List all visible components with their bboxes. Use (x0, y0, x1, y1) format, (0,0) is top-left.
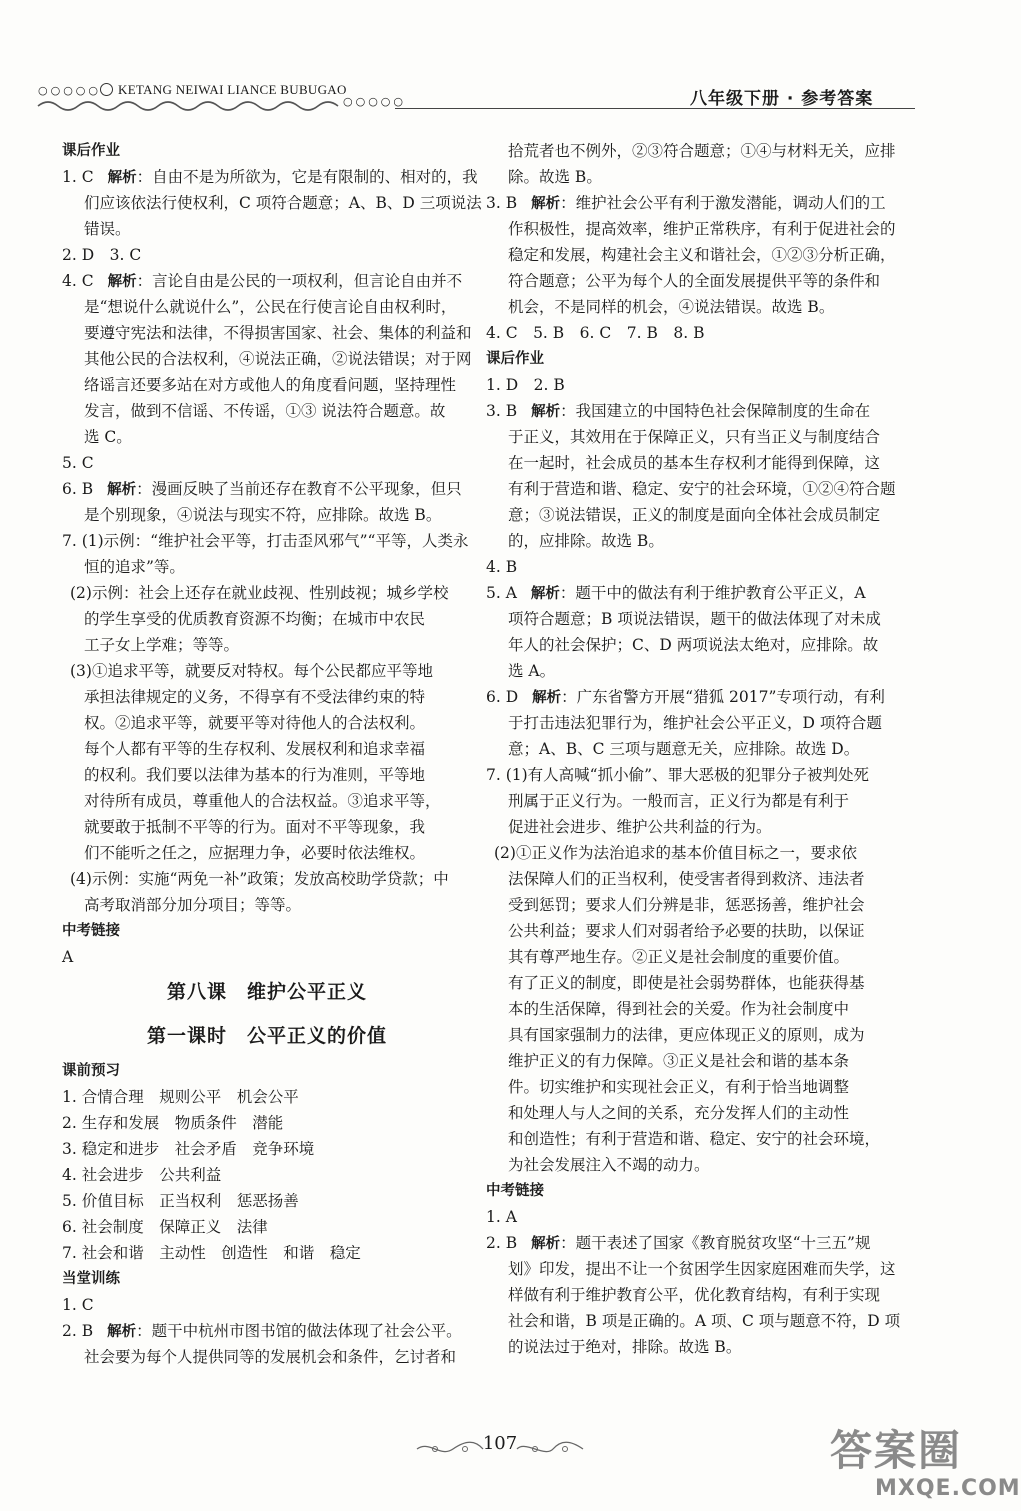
header-dots-left: ○○○○○ (38, 84, 101, 97)
answer-continuation: 除。故选 B。 (508, 168, 602, 186)
answer-continuation: 的，应排除。故选 B。 (508, 532, 664, 550)
answer-continuation: 要遵守宪法和法律，不得损害国家、社会、集体的利益和 (84, 324, 472, 342)
page-number: 107 (482, 1433, 518, 1454)
answer-continuation: 和处理人与人之间的关系，充分发挥人们的主动性 (508, 1104, 850, 1122)
answer-text: ：言论自由是公民的一项权利，但言论自由并不 (136, 272, 463, 290)
answer-continuation: 机会，不是同样的机会，④说法错误。故选 B。 (508, 298, 835, 316)
answer-continuation: 恒的追求”等。 (84, 558, 185, 576)
answer-number: 3. B (486, 402, 518, 420)
answer-number: 6. D (486, 688, 519, 706)
answer-line: 6. 社会制度 保障正义 法律 (62, 1218, 268, 1236)
analysis-label: 解析 (107, 170, 137, 186)
answer-text: ：题干表述了国家《教育脱贫攻坚“十三五”规 (560, 1234, 871, 1252)
answer-continuation: 拾荒者也不例外，②③符合题意；①④与材料无关，应排 (508, 142, 896, 160)
series-title: KETANG NEIWAI LIANCE BUBUGAO (118, 82, 347, 97)
answer-line: 3. 稳定和进步 社会矛盾 竞争环境 (62, 1140, 315, 1158)
answer-continuation: 选 A。 (508, 662, 556, 680)
answer-text: ：自由不是为所欲为，它是有限制的、相对的，我 (136, 168, 478, 186)
answer-continuation: 们应该依法行使权利，C 项符合题意；A、B、D 三项说法 (84, 194, 482, 212)
analysis-label: 解析 (530, 586, 560, 602)
answer-text: ：题干中的做法有利于维护教育公平正义，A (559, 584, 866, 602)
answer-continuation: 于打击违法犯罪行为，维护社会公平正义，D 项符合题 (508, 714, 882, 732)
answer-continuation: 稳定和发展，构建社会主义和谐社会，①②③分析正确， (508, 246, 896, 264)
answer-text: ：广东省警方开展“猎狐 2017”专项行动，有利 (561, 688, 885, 706)
answer-continuation: 有了正义的制度，即使是社会弱势群体，也能获得基 (508, 974, 865, 992)
analysis-label: 解析 (531, 1236, 561, 1252)
answer-continuation: 们不能听之任之，应据理力争，必要时依法维权。 (84, 844, 426, 862)
answer-line: 5. 价值目标 正当权利 惩恶扬善 (62, 1192, 299, 1210)
answer-continuation: 其他公民的合法权利，④说法正确，②说法错误；对于网 (84, 350, 472, 368)
header-dots-right: ○○○○○ (343, 95, 406, 108)
answer-continuation: 的学生享受的优质教育资源不均衡；在城市中农民 (84, 610, 426, 628)
answer-continuation: 有利于营造和谐、稳定、安宁的社会环境，①②④符合题 (508, 480, 896, 498)
answer-subitem: (2)示例：社会上还存在就业歧视、性别歧视；城乡学校 (70, 584, 449, 602)
section-heading: 课后作业 (486, 351, 544, 367)
answer-continuation: 符合题意；公平为每个人的全面发展提供平等的条件和 (508, 272, 881, 290)
answer-number: 2. B (486, 1234, 518, 1252)
answer-line: 1. D 2. B (486, 376, 565, 394)
answer-continuation: 权。②追求平等，就要平等对待他人的合法权利。 (84, 714, 426, 732)
answer-continuation: 样做有利于维护教育公平，优化教育结构，有利于实现 (508, 1286, 881, 1304)
answer-line: 4. B (486, 558, 518, 576)
analysis-label: 解析 (107, 482, 137, 498)
answer-continuation: 划》印发，提出不让一个贫困学生因家庭困难而失学，这 (508, 1260, 896, 1278)
answer-continuation: 件。切实维护和实现社会正义，有利于恰当地调整 (508, 1078, 850, 1096)
answer-continuation: 受到惩罚；要求人们分辨是非，惩恶扬善，维护社会 (508, 896, 865, 914)
answer-line (62, 164, 478, 190)
answer-continuation: 高考取消部分加分项目；等等。 (84, 896, 302, 914)
answer-line: 5. C (62, 454, 94, 472)
answer-continuation: 就要敢于抵制不平等的行为。面对不平等现象，我 (84, 818, 426, 836)
answer-line: 2. D 3. C (62, 246, 142, 264)
answer-continuation: 意；A、B、C 三项与题意无关，应排除。故选 D。 (508, 740, 860, 758)
answer-continuation: 和创造性；有利于营造和谐、稳定、安宁的社会环境， (508, 1130, 881, 1148)
answer-number: 3. B (486, 194, 518, 212)
answer-continuation: 工子女上学难；等等。 (84, 636, 240, 654)
analysis-label: 解析 (532, 690, 562, 706)
watermark (830, 1418, 1021, 1508)
right-column (486, 138, 906, 1360)
answer-continuation: 为社会发展注入不竭的动力。 (508, 1156, 710, 1174)
answer-number: 6. B (62, 480, 94, 498)
lesson-title: 第八课 维护公平正义 (166, 981, 367, 1003)
section-heading: 课后作业 (62, 143, 120, 159)
answer-continuation: 公共利益；要求人们对弱者给予必要的扶助，以保证 (508, 922, 865, 940)
page-header (0, 0, 1000, 140)
answer-continuation: 促进社会进步、维护公共利益的行为。 (508, 818, 772, 836)
answer-line: 7. 社会和谐 主动性 创造性 和谐 稳定 (62, 1244, 361, 1262)
answer-number: 1. C (62, 168, 94, 186)
section-heading: 中考链接 (62, 923, 120, 939)
answer-continuation: 在一起时，社会成员的基本生存权利才能得到保障，这 (508, 454, 881, 472)
analysis-label: 解析 (107, 274, 137, 290)
answer-line: 4. C 5. B 6. C 7. B 8. B (486, 324, 705, 342)
section-heading: 中考链接 (486, 1183, 544, 1199)
answer-continuation: 于正义，其效用在于保障正义，只有当正义与制度结合 (508, 428, 881, 446)
answer-text: ：我国建立的中国特色社会保障制度的生命在 (560, 402, 871, 420)
answer-continuation: 对待所有成员，尊重他人的合法权益。③追求平等， (84, 792, 441, 810)
answer-subitem: (3)①追求平等，就要反对特权。每个公民都应平等地 (70, 662, 433, 680)
analysis-label: 解析 (531, 196, 561, 212)
answer-line (486, 1230, 906, 1256)
answer-continuation: 维护正义的有力保障。③正义是社会和谐的基本条 (508, 1052, 850, 1070)
section-heading: 课前预习 (62, 1063, 120, 1079)
answer-continuation: 络谣言还要多站在对方或他人的角度看问题，坚持理性 (84, 376, 457, 394)
answer-line (62, 268, 472, 294)
watermark-logo: 答案圈 (830, 1426, 963, 1475)
answer-subitem: (4)示例：实施“两免一补”政策；发放高校助学贷款；中 (70, 870, 449, 888)
answer-continuation: 选 C。 (84, 428, 132, 446)
section-heading: 当堂训练 (62, 1271, 120, 1287)
answer-line (62, 476, 472, 502)
answer-number: 4. C (62, 272, 94, 290)
answer-line: 1. C (62, 1296, 94, 1314)
answer-line (486, 190, 906, 216)
analysis-label: 解析 (531, 404, 561, 420)
answer-line (486, 684, 906, 710)
answer-continuation: 社会要为每个人提供同等的发展机会和条件，乞讨者和 (84, 1348, 457, 1366)
grade-label: 八年级下册 · 参考答案 (690, 89, 874, 109)
answer-line: 2. 生存和发展 物质条件 潜能 (62, 1114, 284, 1132)
answer-continuation: 是“想说什么就说什么”，公民在行使言论自由权利时， (84, 298, 457, 316)
answer-continuation: 错误。 (84, 220, 131, 238)
answer-continuation: 意；③说法错误，正义的制度是面向全体社会成员制定 (508, 506, 881, 524)
series-logo-icon (100, 83, 113, 96)
answer-line: 7. (1)示例：“维护社会平等，打击歪风邪气”“平等，人类永 (62, 532, 469, 550)
page-ornament-right-icon (515, 1440, 585, 1458)
answer-number: 2. B (62, 1322, 94, 1340)
answer-line: 4. 社会进步 公共利益 (62, 1166, 222, 1184)
answer-continuation: 是个别现象，④说法与现实不符，应排除。故选 B。 (84, 506, 442, 524)
answer-number: 5. A (486, 584, 517, 602)
answer-continuation: 其有尊严地生存。②正义是社会制度的重要价值。 (508, 948, 850, 966)
answer-line: 1. 合情合理 规则公平 机会公平 (62, 1088, 299, 1106)
answer-continuation: 社会和谐，B 项是正确的。A 项、C 项与题意不符，D 项 (508, 1312, 901, 1330)
answer-line: 1. A (486, 1208, 517, 1226)
answer-line: A (62, 948, 74, 966)
answer-continuation: 具有国家强制力的法律，更应体现正义的原则，成为 (508, 1026, 865, 1044)
answer-line (486, 398, 906, 424)
answer-subitem: (2)①正义作为法治追求的基本价值目标之一，要求依 (494, 844, 857, 862)
answer-line (486, 580, 906, 606)
answer-line (62, 1318, 472, 1344)
watermark-url: MXQE.COM (875, 1476, 1021, 1501)
left-column (62, 138, 482, 1370)
answer-continuation: 发言，做到不信谣、不传谣，①③ 说法符合题意。故 (84, 402, 446, 420)
answer-continuation: 刑属于正义行为。一般而言，正义行为都是有利于 (508, 792, 850, 810)
header-wave-ornament (38, 98, 348, 114)
answer-text: ：题干中杭州市图书馆的做法体现了社会公平。 (136, 1322, 462, 1340)
answer-continuation: 的说法过于绝对，排除。故选 B。 (508, 1338, 742, 1356)
lesson-title: 第一课时 公平正义的价值 (146, 1025, 387, 1047)
analysis-label: 解析 (107, 1324, 137, 1340)
answer-continuation: 每个人都有平等的生存权利、发展权利和追求幸福 (84, 740, 426, 758)
answer-text: ：维护社会公平有利于激发潜能，调动人们的工 (560, 194, 886, 212)
answer-continuation: 承担法律规定的义务，不得享有不受法律约束的特 (84, 688, 426, 706)
answer-continuation: 年人的社会保护；C、D 两项说法太绝对，应排除。故 (508, 636, 879, 654)
answer-text: ：漫画反映了当前还存在教育不公平现象，但只 (136, 480, 462, 498)
answer-continuation: 法保障人们的正当权利，使受害者得到救济、违法者 (508, 870, 865, 888)
answer-continuation: 项符合题意；B 项说法错误，题干的做法体现了对未成 (508, 610, 881, 628)
answer-continuation: 的权利。我们要以法律为基本的行为准则，平等地 (84, 766, 426, 784)
answer-continuation: 作积极性，提高效率，维护正常秩序，有利于促进社会的 (508, 220, 896, 238)
answer-continuation: 本的生活保障，得到社会的关爱。作为社会制度中 (508, 1000, 850, 1018)
answer-line: 7. (1)有人高喊“抓小偷”、罪大恶极的犯罪分子被判处死 (486, 766, 870, 784)
